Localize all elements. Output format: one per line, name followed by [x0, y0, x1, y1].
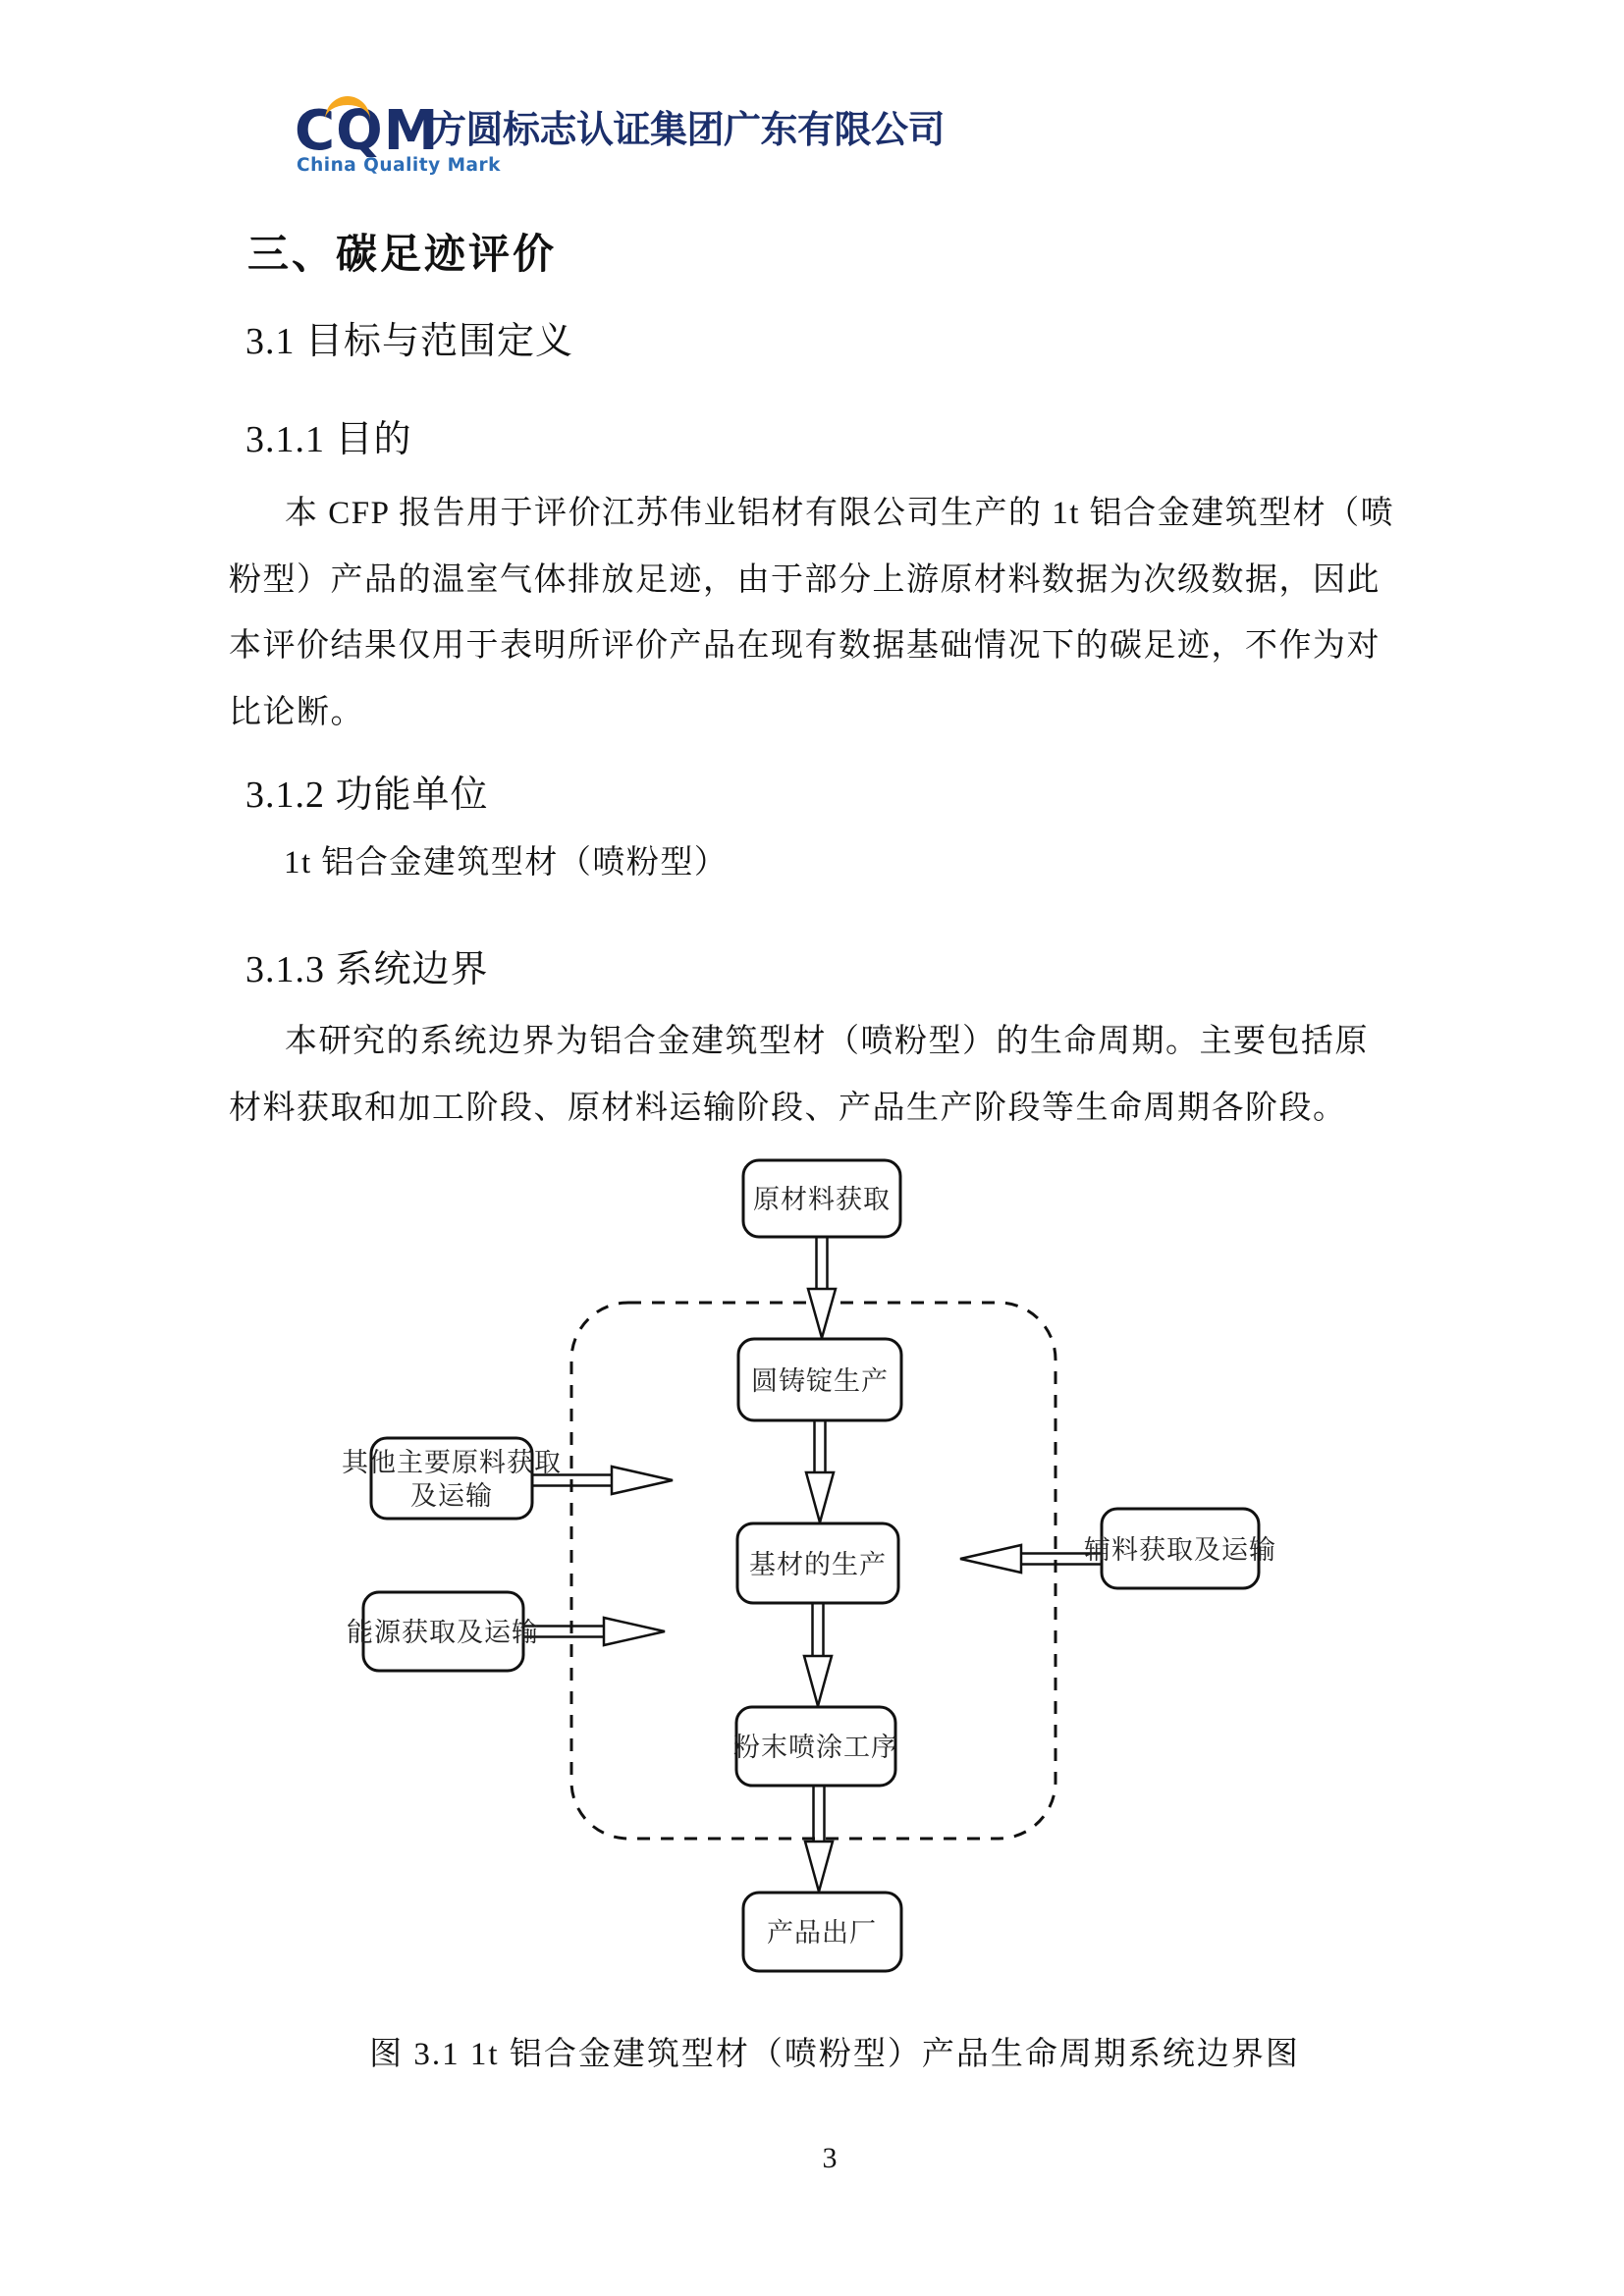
- node-ingot-production-label: 圆铸锭生产: [751, 1366, 889, 1397]
- paragraph-line: 材料获取和加工阶段、原材料运输阶段、产品生产阶段等生命周期各阶段。: [229, 1090, 1347, 1126]
- node-other-materials-label-line1: 其他主要原料获取: [342, 1448, 562, 1478]
- paragraph-line: 比论断。: [229, 694, 364, 730]
- section-3-1-heading: 3.1 目标与范围定义: [245, 321, 574, 362]
- paragraph-line: 粉型）产品的温室气体排放足迹，由于部分上游原材料数据为次级数据，因此: [229, 561, 1380, 598]
- functional-unit-text: 1t 铝合金建筑型材（喷粉型）: [284, 845, 729, 881]
- chapter-heading: 三、碳足迹评价: [247, 233, 558, 278]
- cqm-logo-tagline: China Quality Mark: [297, 155, 501, 176]
- node-powder-coating-label: 粉末喷涂工序: [733, 1733, 898, 1763]
- arrow-base-to-powder: [804, 1604, 832, 1706]
- cqm-logo-text: CQM: [295, 99, 440, 163]
- arrow-ingot-to-base: [806, 1421, 834, 1522]
- section-3-1-1-heading: 3.1.1 目的: [245, 419, 412, 460]
- arrow-energy-into-boundary: [524, 1618, 665, 1645]
- company-name: 方圆标志认证集团广东有限公司: [429, 108, 946, 151]
- paragraph-line: 本评价结果仅用于表明所评价产品在现有数据基础情况下的碳足迹，不作为对: [229, 628, 1380, 664]
- section-3-1-2-heading: 3.1.2 功能单位: [245, 774, 489, 816]
- node-other-materials-label-line2: 及运输: [410, 1481, 493, 1512]
- node-auxiliary-materials-label: 辅料获取及运输: [1084, 1535, 1276, 1566]
- arrow-auxiliary-into-boundary: [960, 1545, 1101, 1573]
- node-energy-label: 能源获取及运输: [347, 1618, 539, 1648]
- node-product-shipment-label: 产品出厂: [767, 1918, 877, 1949]
- node-raw-material-label: 原材料获取: [753, 1185, 891, 1215]
- page-number: 3: [822, 2142, 838, 2174]
- arrow-raw-to-ingot: [808, 1238, 836, 1338]
- paragraph-line: 本 CFP 报告用于评价江苏伟业铝材有限公司生产的 1t 铝合金建筑型材（喷: [285, 496, 1395, 531]
- node-base-production-label: 基材的生产: [749, 1550, 887, 1580]
- figure-caption: 图 3.1 1t 铝合金建筑型材（喷粉型）产品生命周期系统边界图: [369, 2037, 1300, 2072]
- section-3-1-3-heading: 3.1.3 系统边界: [245, 949, 489, 990]
- paragraph-line: 本研究的系统边界为铝合金建筑型材（喷粉型）的生命周期。主要包括原: [285, 1024, 1369, 1059]
